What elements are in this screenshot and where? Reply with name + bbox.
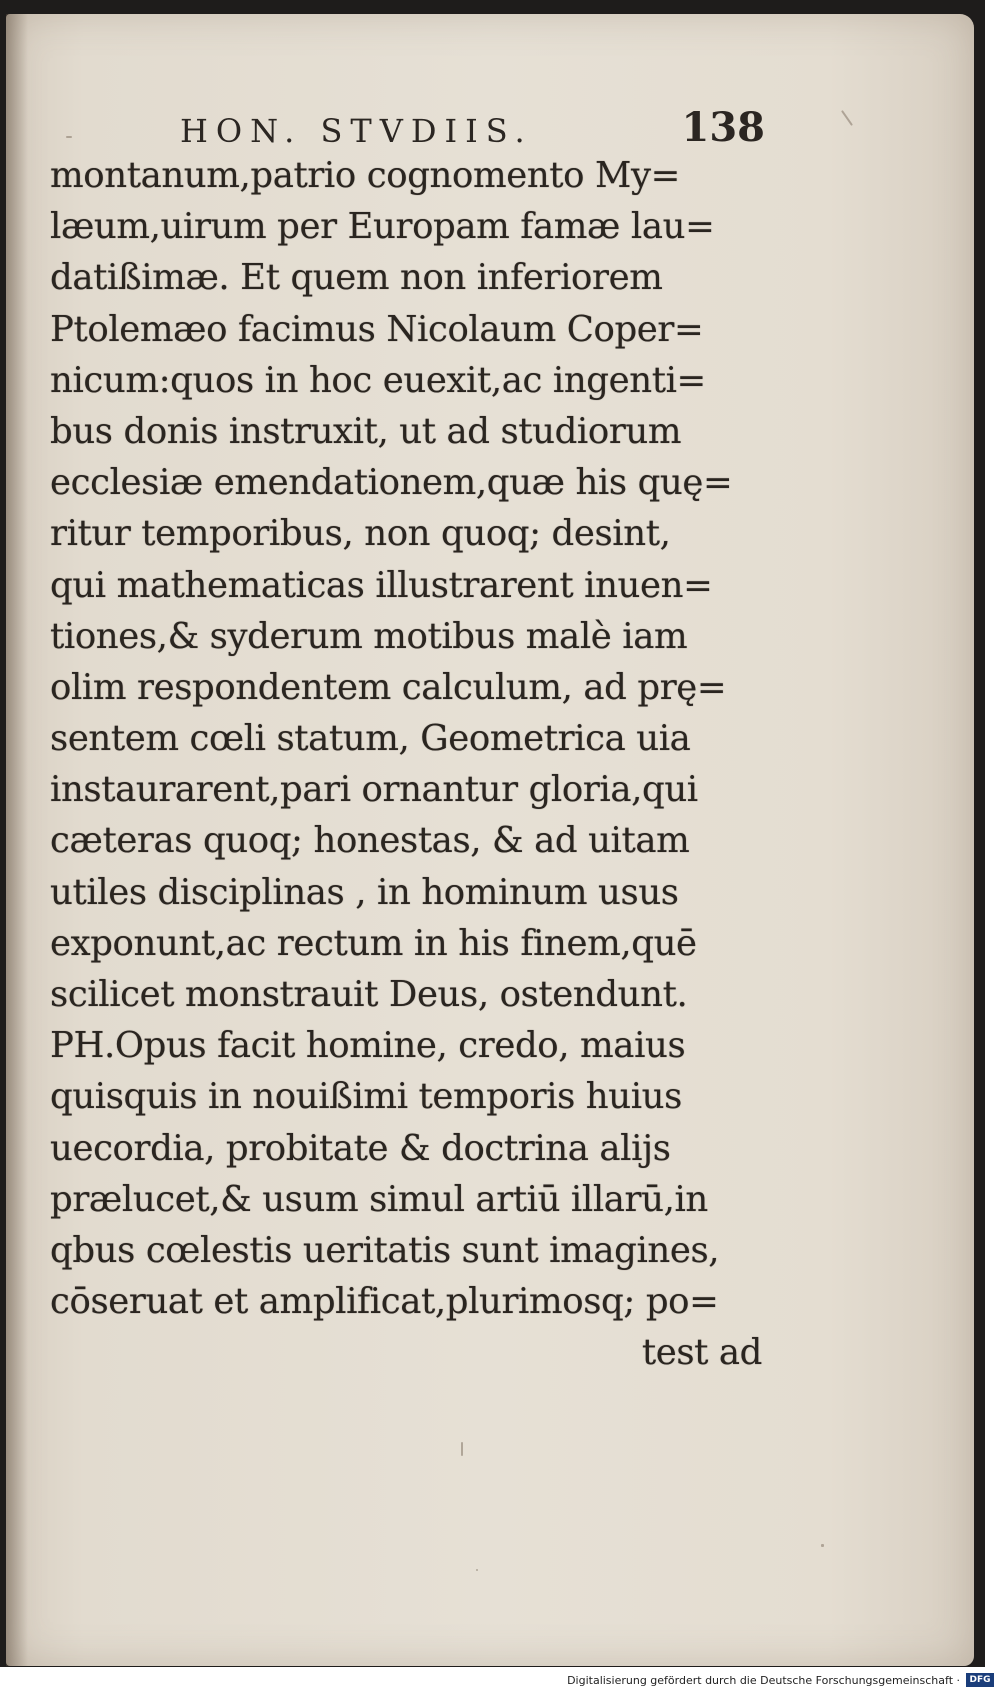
text-line: PH.Opus facit homine, credo, maius — [50, 1025, 686, 1067]
text-line: tiones,& syderum motibus malè iam — [50, 615, 688, 657]
text-line: læum,uirum per Europam famæ lau= — [50, 206, 715, 248]
text-line: bus donis instruxit, ut ad studiorum — [50, 410, 682, 452]
text-line: ritur temporibus, non quoq; desint, — [50, 513, 671, 555]
text-line: prælucet,& usum simul artiū illarū,in — [50, 1178, 708, 1220]
page-number: 138 — [681, 104, 765, 151]
text-line: datißimæ. Et quem non inferiorem — [50, 257, 663, 299]
paper-speck — [821, 1544, 824, 1547]
text-line: qui mathematicas illustrarent inuen= — [50, 564, 713, 606]
text-line: sentem cœli statum, Geometrica uia — [50, 718, 691, 760]
page-header — [180, 104, 765, 154]
digitization-note: Digitalisierung gefördert durch die Deutsche Forschungsgemeinschaft · — [567, 1674, 960, 1687]
text-line: quisquis in nouißimi temporis huius — [50, 1076, 682, 1118]
footer-bar — [0, 1671, 1000, 1693]
body-text — [50, 150, 770, 1379]
text-line: cæteras quoq; honestas, & ad uitam — [50, 820, 690, 862]
text-line: utiles disciplinas , in hominum usus — [50, 871, 679, 913]
text-line: instaurarent,pari ornantur gloria,qui — [50, 769, 698, 811]
text-line: qbus cœlestis ueritatis sunt imagines, — [50, 1229, 720, 1271]
text-line: Ptolemæo facimus Nicolaum Coper= — [50, 308, 704, 350]
catchword: test ad — [641, 1332, 762, 1374]
text-line: scilicet monstrauit Deus, ostendunt. — [50, 974, 688, 1015]
text-line: nicum:quos in hoc euexit,ac ingenti= — [50, 359, 706, 401]
text-line: montanum,patrio cognomento My= — [50, 155, 680, 196]
running-head: HON. STVDIIS. — [180, 112, 533, 150]
text-line: cōseruat et amplificat,plurimosq; po= — [50, 1281, 719, 1323]
text-line: olim respondentem calculum, ad prę= — [50, 666, 727, 708]
text-line: uecordia, probitate & doctrina alijs — [50, 1127, 671, 1169]
paper-speck — [66, 136, 72, 138]
paper-speck — [476, 1569, 478, 1571]
text-line: ecclesiæ emendationem,quæ his quę= — [50, 462, 733, 504]
paper-speck — [461, 1442, 463, 1456]
text-line: exponunt,ac rectum in his finem,quē — [50, 922, 697, 964]
dfg-logo: DFG — [966, 1673, 994, 1687]
paper-speck — [841, 110, 853, 126]
